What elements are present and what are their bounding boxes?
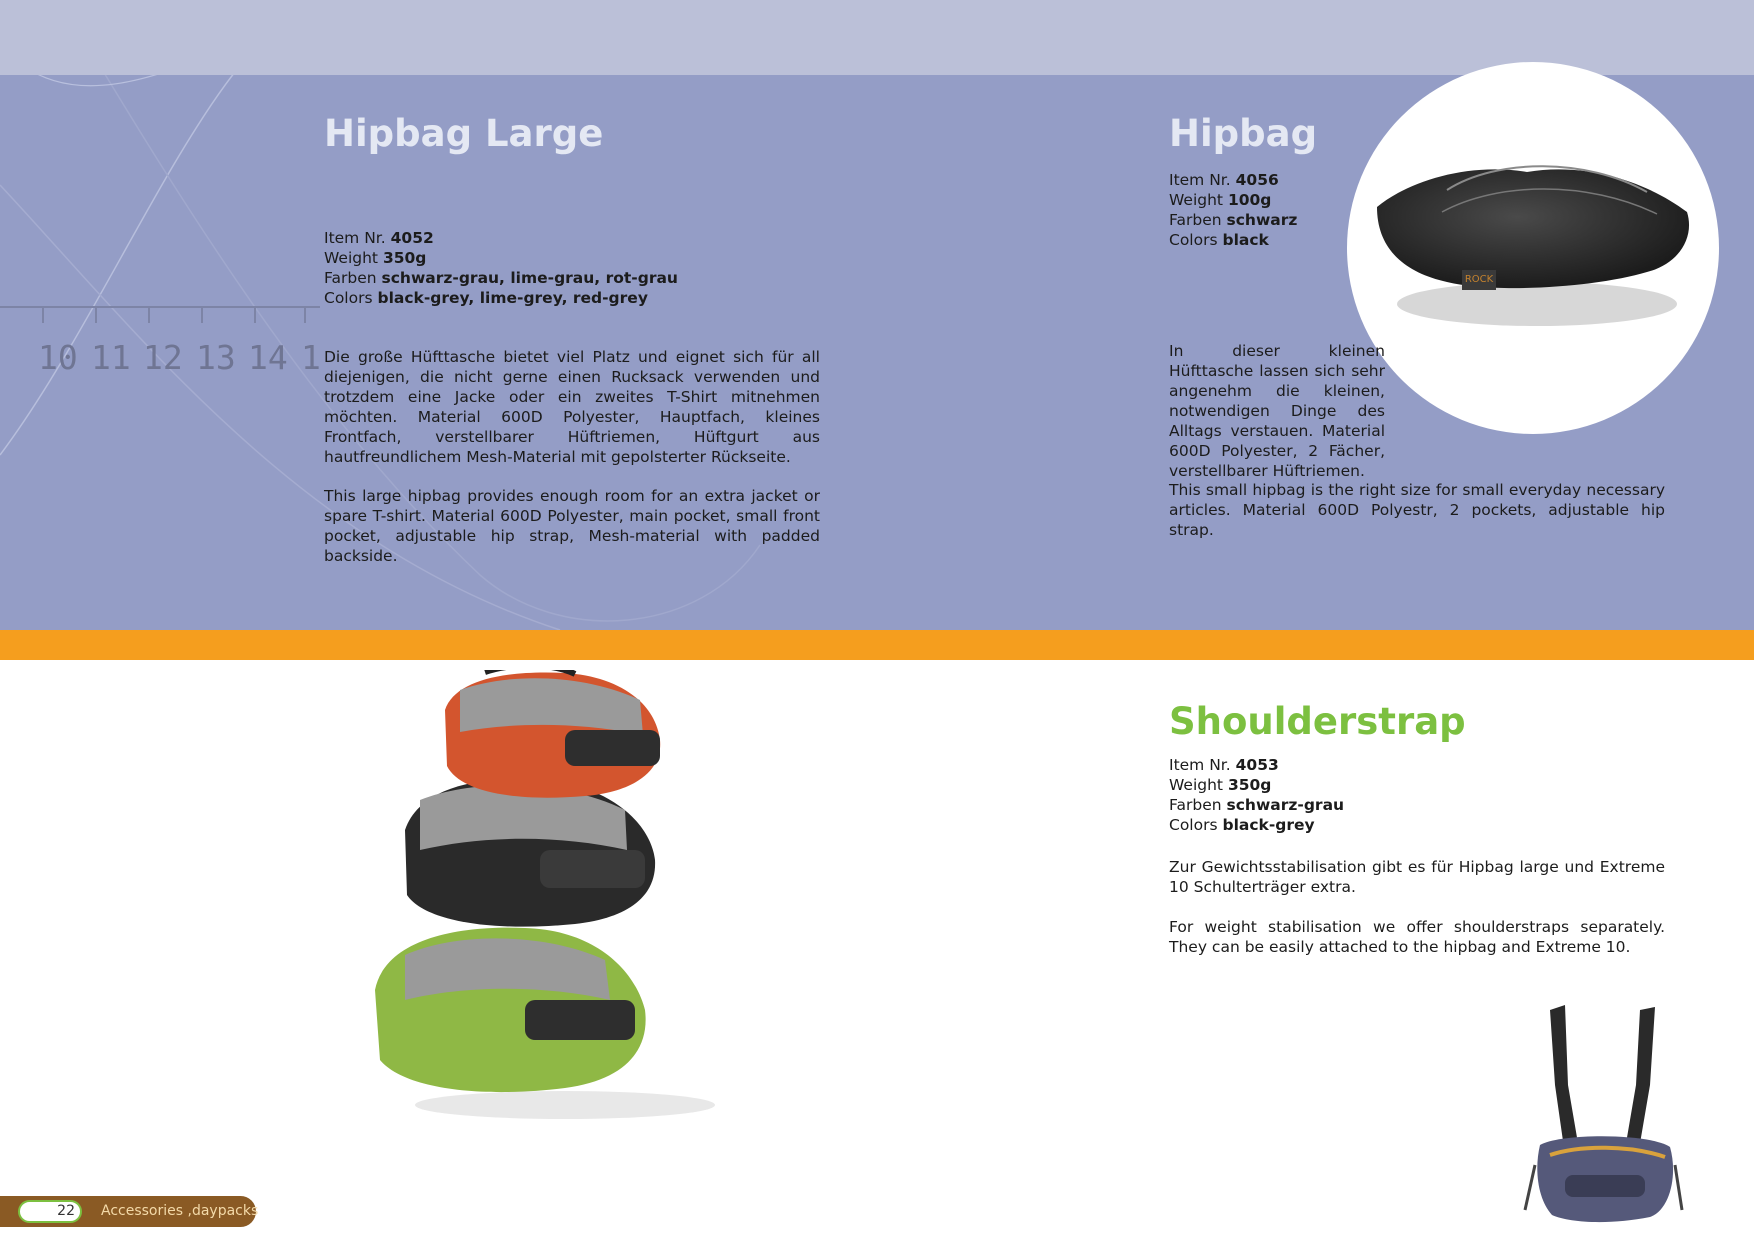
hipbag-specs: Item Nr. 4056 Weight 100g Farben schwarz Colors black (1169, 171, 1298, 249)
ruler-number: 13 (196, 338, 236, 377)
ruler-number: 14 (248, 338, 288, 377)
hipbag-desc-en: This small hipbag is the right size for small everyday necessary articles. Material 600D Polyestr, 2 pockets, adjustable hip strap. (1169, 481, 1665, 539)
ruler-number: 11 (91, 338, 131, 377)
ruler-number: 10 (38, 338, 78, 377)
shoulderstrap-image (1520, 1005, 1720, 1235)
hipbag-desc-de: In dieser kleinen Hüfttasche lassen sich sehr angenehm die kleinen, notwendigen Dinge des Alltags verstauen. Material 600D Polyester, 2 Fächer, verstellbarer Hüftriemen. (1169, 342, 1385, 480)
orange-stripe (0, 630, 1754, 660)
hipbag-large-specs: Item Nr. 4052 Weight 350g Farben schwarz-grau, lime-grau, rot-grau Colors black-grey, lime-grey, red-grey (324, 229, 678, 307)
hipbag-large-desc-en: This large hipbag provides enough room for an extra jacket or spare T-shirt. Material 600D Polyester, main pocket, small front pocket, adjustable hip strap, Mesh-material with padded backside. (324, 487, 820, 565)
svg-text:ROCK: ROCK (1464, 274, 1494, 285)
shoulderstrap-desc-en: For weight stabilisation we offer shoulderstraps separately. They can be easily attached to the hipbag and Extreme 10. (1169, 918, 1665, 956)
hipbag-photo-circle (1347, 62, 1719, 434)
shoulderstrap-title: Shoulderstrap (1169, 700, 1466, 743)
shoulderstrap-specs: Item Nr. 4053 Weight 350g Farben schwarz-grau Colors black-grey (1169, 756, 1345, 834)
black-hipbag-image (1347, 62, 1719, 434)
hipbag-large-title: Hipbag Large (324, 112, 604, 155)
page-number: 22 (57, 1203, 75, 1219)
ruler-number: 12 (143, 338, 183, 377)
shoulderstrap-desc-de: Zur Gewichtsstabilisation gibt es für Hipbag large und Extreme 10 Schulterträger extra. (1169, 858, 1665, 896)
hipbag-title: Hipbag (1169, 112, 1318, 155)
ruler-number: 1 (301, 338, 321, 377)
stacked-hipbags-image (365, 670, 745, 1130)
hipbag-large-desc-de: Die große Hüfttasche bietet viel Platz und eignet sich für all diejenigen, die nicht gerne einen Rucksack verwenden und trotzdem eine Jacke oder ein zweites T-Shirt mitnehmen möchten. Material 600D Polyester, Hauptfach, kleines Frontfach, verstellbarer Hüftriemen, Hüftgurt aus hautfreundlichem Mesh-Material mit gepolsterter Rückseite. (324, 348, 820, 466)
footer-section-label: Accessories ,daypacks (101, 1203, 259, 1219)
